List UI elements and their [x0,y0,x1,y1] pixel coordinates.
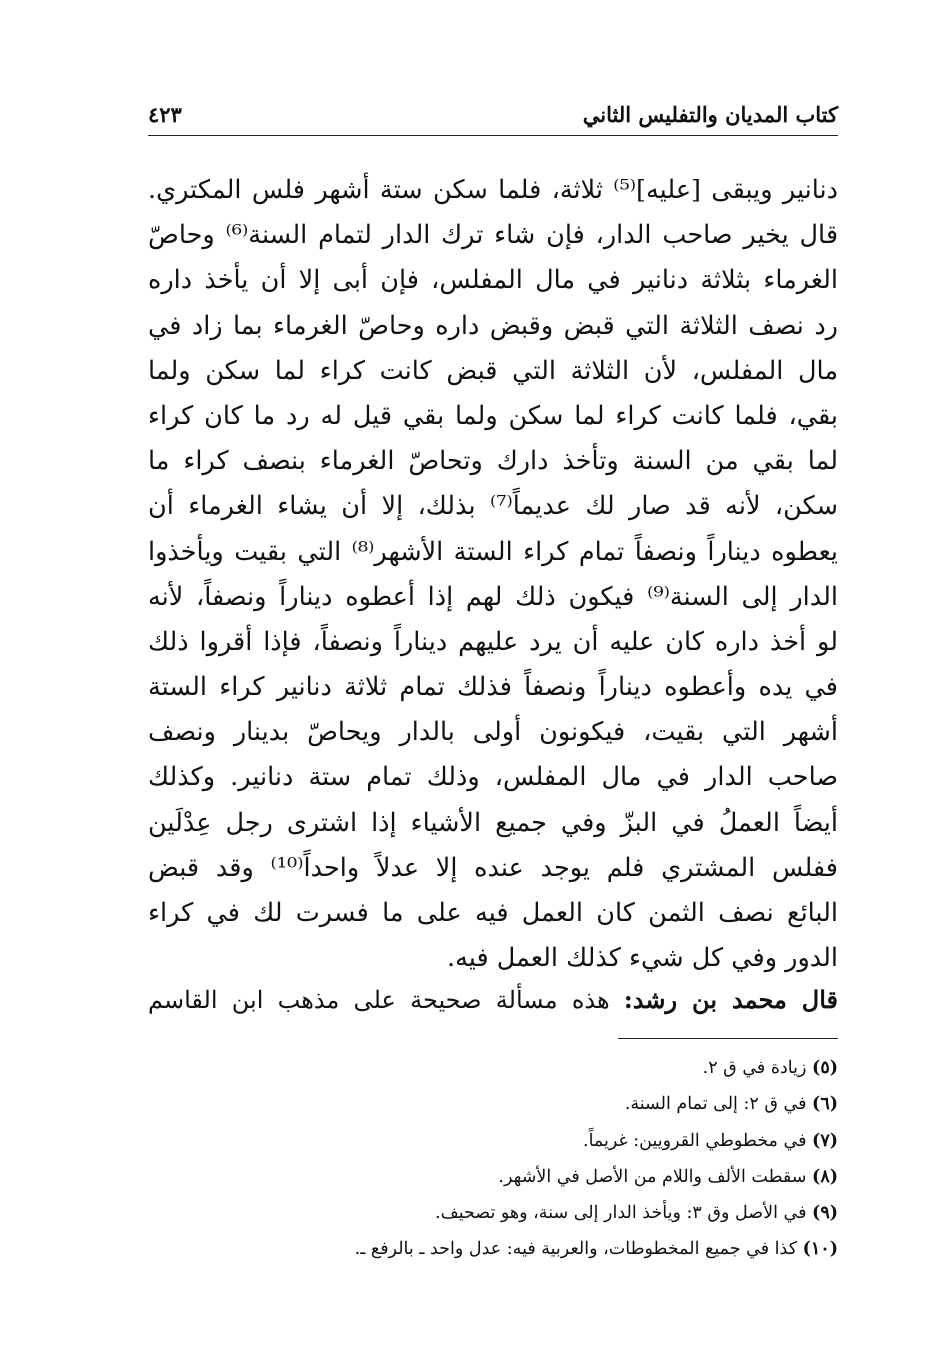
footnote-number: (٥) [812,1058,838,1078]
text-line: مال المفلس، لأن الثلاثة التي قبض كانت كراء لما سكن ولما [148,355,838,386]
footnote [148,1050,838,1086]
text-line: بقي، فلما كانت كراء لما سكن ولما بقي قيل له رد ما كان كراء [148,400,838,431]
footnote-text: في ق ٢: إلى تمام السنة. [624,1094,807,1115]
footnotes [148,1050,838,1268]
footnote-text: زيادة في ق ٢. [702,1058,807,1078]
page-header [148,100,838,134]
text-line: البائع نصف الثمن كان العمل فيه على ما فسرت لك في كراء [148,898,838,928]
footnote [148,1231,838,1267]
footnote-number: (٨) [812,1166,838,1187]
footnote-number: (١٠) [802,1239,838,1260]
footnote-number: (٦) [812,1094,838,1115]
text-line: يعطوه ديناراً ونصفاً تمام كراء الستة الأشهر⁽⁸⁾ التي بقيت ويأخذوا [148,536,838,567]
text-line: قال يخير صاحب الدار، فإن شاء ترك الدار لتمام السنة⁽⁶⁾ وحاصّ [148,220,838,251]
commentary-text: هذه مسألة صحيحة على مذهب ابن القاسم [148,986,610,1014]
footnote [148,1086,838,1122]
text-line: أيضاً العملُ في البزّ وفي جميع الأشياء إذا اشترى رجل عِدْلَين [148,807,838,838]
text-line: الدار إلى السنة⁽⁹⁾ فيكون ذلك لهم إذا أعطوه ديناراً ونصفاً، لأنه [148,581,838,612]
footnote-number: (٩) [812,1203,838,1224]
footnote-number: (٧) [812,1130,838,1151]
text-line: لما بقي من السنة وتأخذ دارك وتحاصّ الغرماء بنصف كراء ما [148,446,838,477]
text-line: لو أخذ داره كان عليه أن يرد عليهم ديناراً ونصفاً، فإذا أقروا ذلك [148,626,838,657]
running-title: كتاب المديان والتفليس الثاني [582,102,838,127]
text-line: الدور وفي كل شيء كذلك العمل فيه. [447,943,838,974]
text-line: ففلس المشتري فلم يوجد عنده إلا عدلاً واحداً⁽¹⁰⁾ وقد قبض [148,852,838,883]
commentary-line [148,980,838,1020]
main-text [148,168,838,981]
footnote-divider [618,1038,838,1039]
text-line: سكن، لأنه قد صار لك عديماً⁽⁷⁾ بذلك، إلا أن يشاء الغرماء أن [148,491,838,522]
text-line: صاحب الدار في مال المفلس، وذلك تمام ستة دنانير. وكذلك [148,762,838,793]
text-line: دنانير ويبقى [عليه]⁽⁵⁾ ثلاثة، فلما سكن ستة أشهر فلس المكتري. [148,175,838,205]
footnote-text: في مخطوطي القرويين: غريماً. [583,1130,807,1151]
footnote [148,1123,838,1159]
footnote-text: في الأصل وق ٣: ويأخذ الدار إلى سنة، وهو تصحيف. [435,1203,807,1224]
text-line: أشهر التي بقيت، فيكونون أولى بالدار ويحاصّ بدينار ونصف [148,717,838,748]
text-line: الغرماء بثلاثة دنانير في مال المفلس، فإن أبى إلا أن يأخذ داره [148,265,838,296]
text-line: في يده وأعطوه ديناراً ونصفاً فذلك تمام ثلاثة دنانير كراء الستة [148,672,838,703]
header-divider [148,135,838,136]
footnote-text: كذا في جميع المخطوطات، والعربية فيه: عدل واحد ـ بالرفع ـ. [354,1239,798,1260]
footnote [148,1159,838,1195]
commentary-speaker: قال محمد بن رشد: [623,985,839,1014]
footnote [148,1195,838,1231]
text-line: رد نصف الثلاثة التي قبض وقبض داره وحاصّ الغرماء بما زاد في [148,310,838,341]
footnote-text: سقطت الألف واللام من الأصل في الأشهر. [498,1166,807,1187]
page-number: ٤٢٣ [148,102,182,127]
